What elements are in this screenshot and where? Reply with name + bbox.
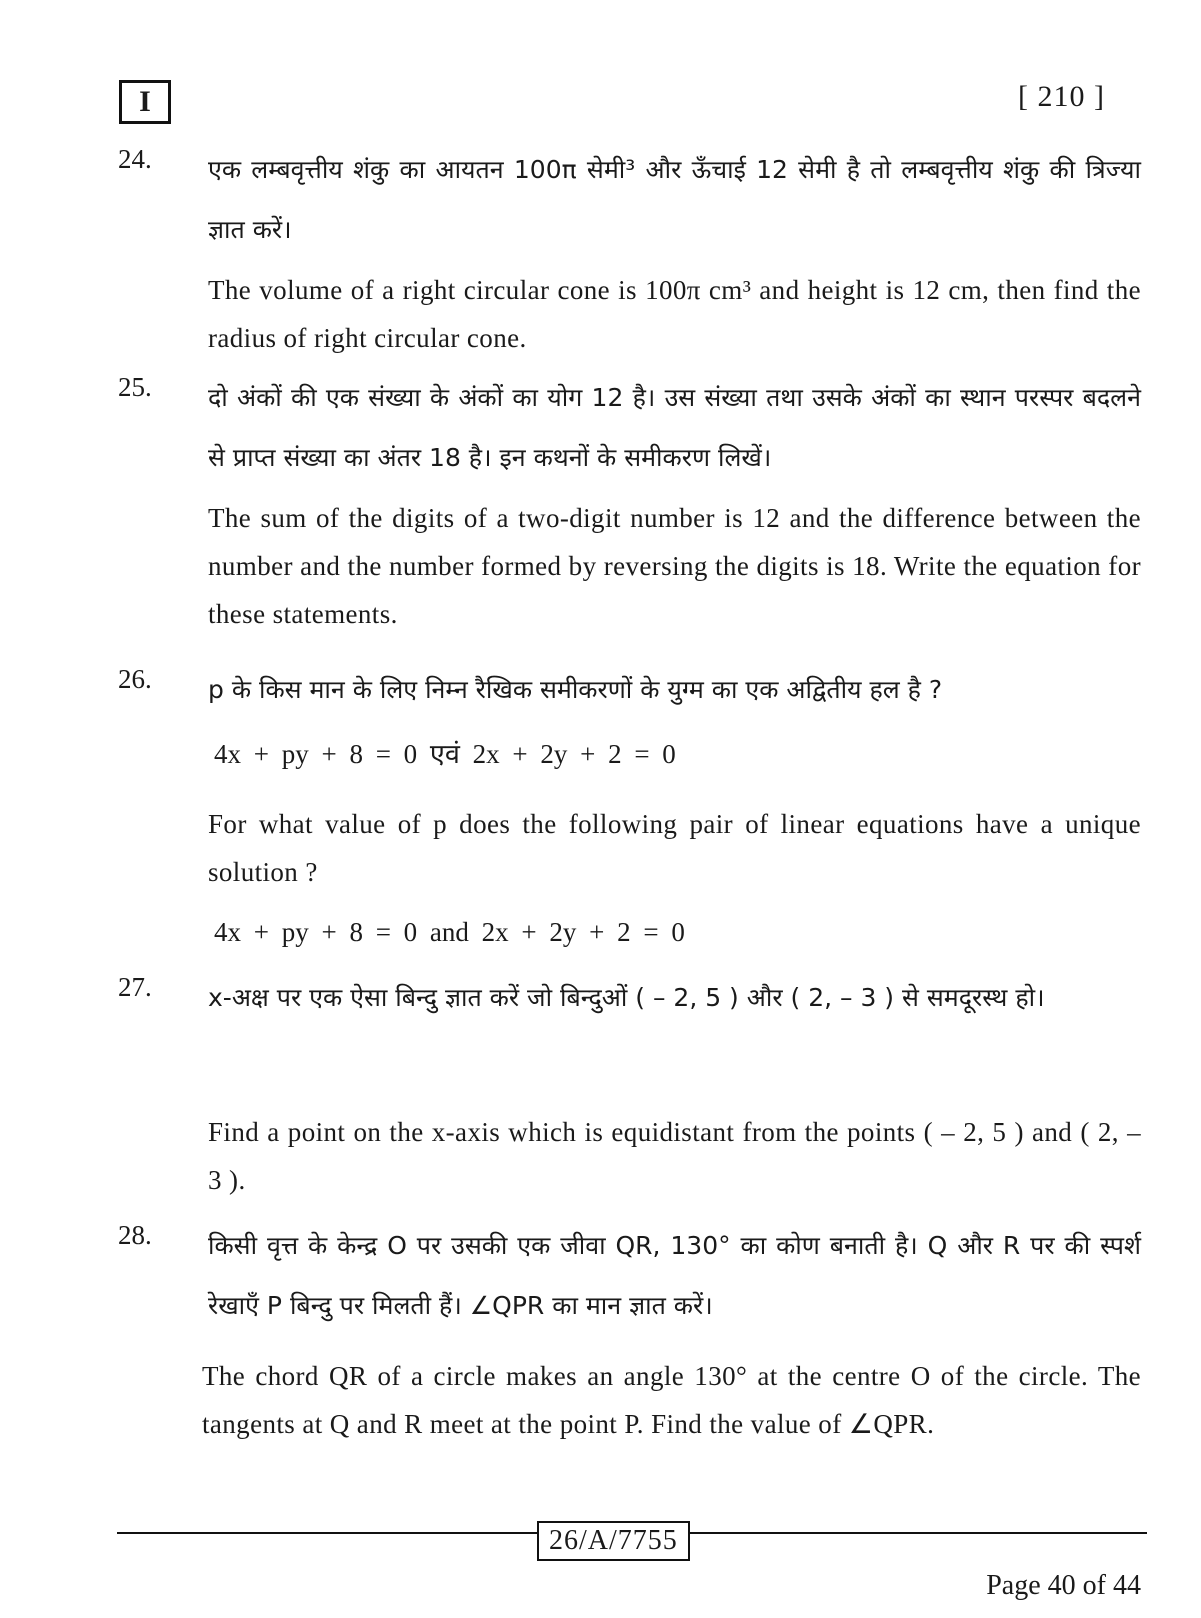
question-text-english: Find a point on the x-axis which is equidistant from the points ( – 2, 5 ) and ( 2, – 3 ).	[208, 1117, 1141, 1195]
equation-english: 4x + py + 8 = 0 and 2x + 2y + 2 = 0	[214, 917, 685, 947]
question-text-english: For what value of p does the following pair of linear equations have a unique solution ?	[208, 809, 1141, 887]
question-number: 25.	[118, 372, 152, 402]
question-text-hindi: दो अंकों की एक संख्या के अंकों का योग 12 है। उस संख्या तथा उसके अंकों का स्थान परस्पर बदलने से प्राप्त संख्या का अंतर 18 है। इन कथनों के समीकरण लिखें।	[208, 383, 1141, 472]
question-text-hindi: एक लम्बवृत्तीय शंकु का आयतन 100π सेमी³ और ऊँचाई 12 सेमी है तो लम्बवृत्तीय शंकु की त्रिज्या ज्ञात करें।	[208, 155, 1141, 244]
page-number: Page 40 of 44	[986, 1570, 1141, 1601]
question-text-english: The volume of a right circular cone is 100π cm³ and height is 12 cm, then find the radius of right circular cone.	[208, 275, 1141, 353]
question-number: 26.	[118, 664, 152, 694]
paper-code-box: 26/A/7755	[537, 1521, 690, 1561]
question-number: 28.	[118, 1220, 152, 1250]
question-number: 24.	[118, 144, 152, 174]
equation-hindi: 4x + py + 8 = 0 एवं 2x + 2y + 2 = 0	[214, 739, 676, 769]
question-text-hindi: x-अक्ष पर एक ऐसा बिन्दु ज्ञात करें जो बिन्दुओं ( – 2, 5 ) और ( 2, – 3 ) से समदूरस्थ हो।	[208, 983, 1045, 1012]
question-text-english: The sum of the digits of a two-digit number is 12 and the difference between the number and the number formed by reversing the digits is 18. Write the equation for these statements.	[208, 503, 1141, 629]
question-text-hindi: किसी वृत्त के केन्द्र O पर उसकी एक जीवा QR, 130° का कोण बनाती है। Q और R पर की स्पर्श रेखाएँ P बिन्दु पर मिलती हैं। ∠QPR का मान ज्ञात करें।	[208, 1231, 1141, 1320]
question-text-english: The chord QR of a circle makes an angle 130° at the centre O of the circle. The tangents at Q and R meet at the point P. Find the value of ∠QPR.	[202, 1361, 1141, 1439]
question-number: 27.	[118, 972, 152, 1002]
question-text-hindi: p के किस मान के लिए निम्न रैखिक समीकरणों के युग्म का एक अद्वितीय हल है ?	[208, 675, 943, 704]
question-code: [ 210 ]	[1018, 80, 1105, 113]
set-label-box: I	[119, 80, 171, 124]
